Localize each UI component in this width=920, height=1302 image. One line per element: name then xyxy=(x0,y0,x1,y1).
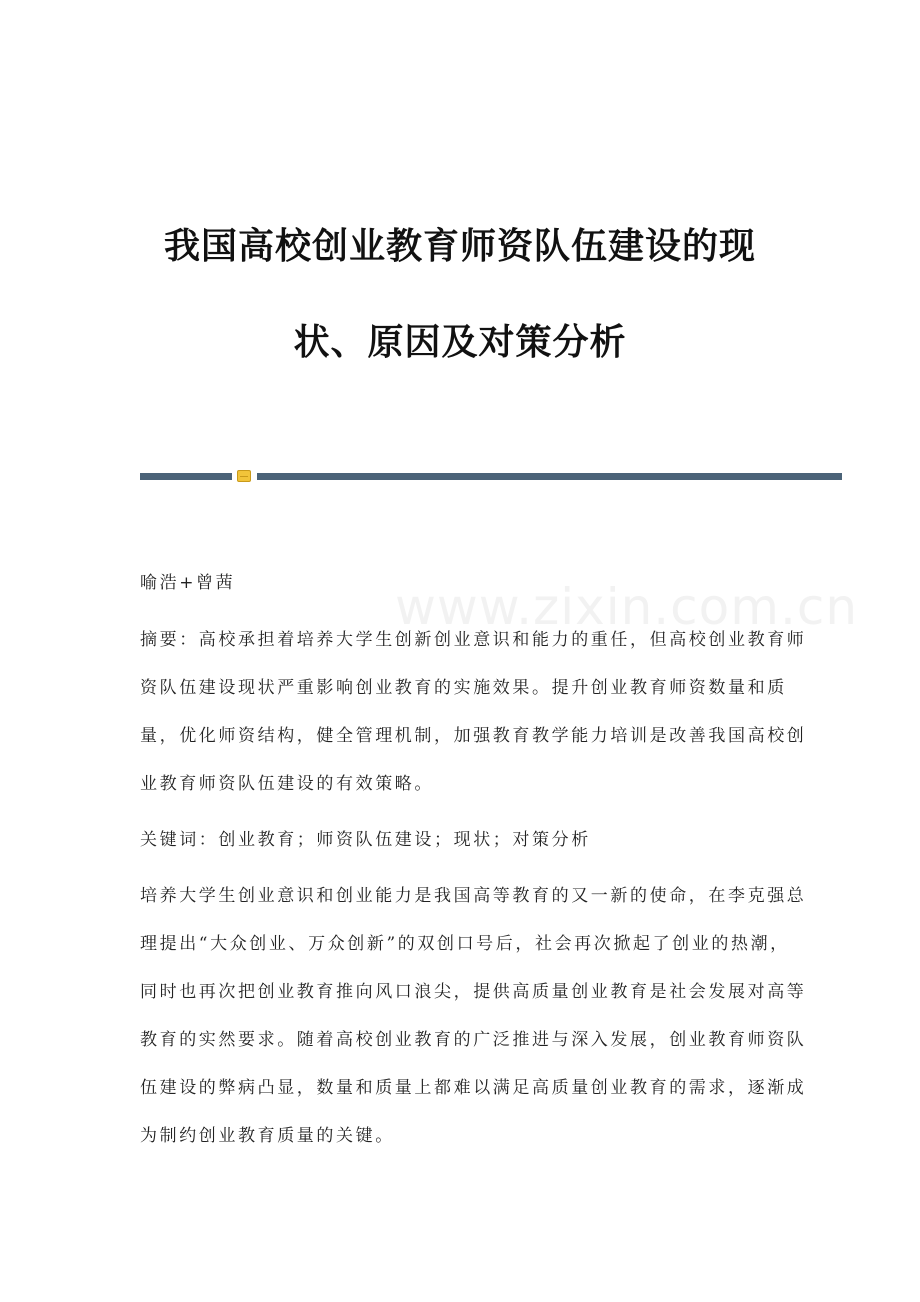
body-line: 同时也再次把创业教育推向风口浪尖，提供高质量创业教育是社会发展对高等 xyxy=(140,982,807,1002)
document-title-line-1: 我国高校创业教育师资队伍建设的现 xyxy=(163,225,756,267)
abstract-line: 业教育师资队伍建设的有效策略。 xyxy=(140,774,434,794)
divider-bar-left xyxy=(140,473,232,480)
abstract-line: 摘要：高校承担着培养大学生创新创业意识和能力的重任，但高校创业教育师 xyxy=(140,630,807,650)
authors: 喻浩+曾茜 xyxy=(140,573,236,593)
body-line: 为制约创业教育质量的关键。 xyxy=(140,1126,395,1146)
body-line: 教育的实然要求。随着高校创业教育的广泛推进与深入发展，创业教育师资队 xyxy=(140,1030,807,1050)
body-line: 理提出“大众创业、万众创新”的双创口号后，社会再次掀起了创业的热潮， xyxy=(140,934,790,954)
abstract-line: 量，优化师资结构，健全管理机制，加强教育教学能力培训是改善我国高校创 xyxy=(140,726,807,746)
divider-emblem-icon xyxy=(237,470,251,482)
divider-bar-right xyxy=(257,473,842,480)
body-line: 培养大学生创业意识和创业能力是我国高等教育的又一新的使命，在李克强总 xyxy=(140,886,807,906)
title-divider xyxy=(140,469,842,483)
keywords: 关键词：创业教育；师资队伍建设；现状；对策分析 xyxy=(140,830,591,850)
watermark: www.zixin.com.cn xyxy=(395,578,859,636)
body-line: 伍建设的弊病凸显，数量和质量上都难以满足高质量创业教育的需求，逐渐成 xyxy=(140,1078,807,1098)
abstract-line: 资队伍建设现状严重影响创业教育的实施效果。提升创业教育师资数量和质 xyxy=(140,678,787,698)
document-title-line-2: 状、原因及对策分析 xyxy=(293,321,627,363)
